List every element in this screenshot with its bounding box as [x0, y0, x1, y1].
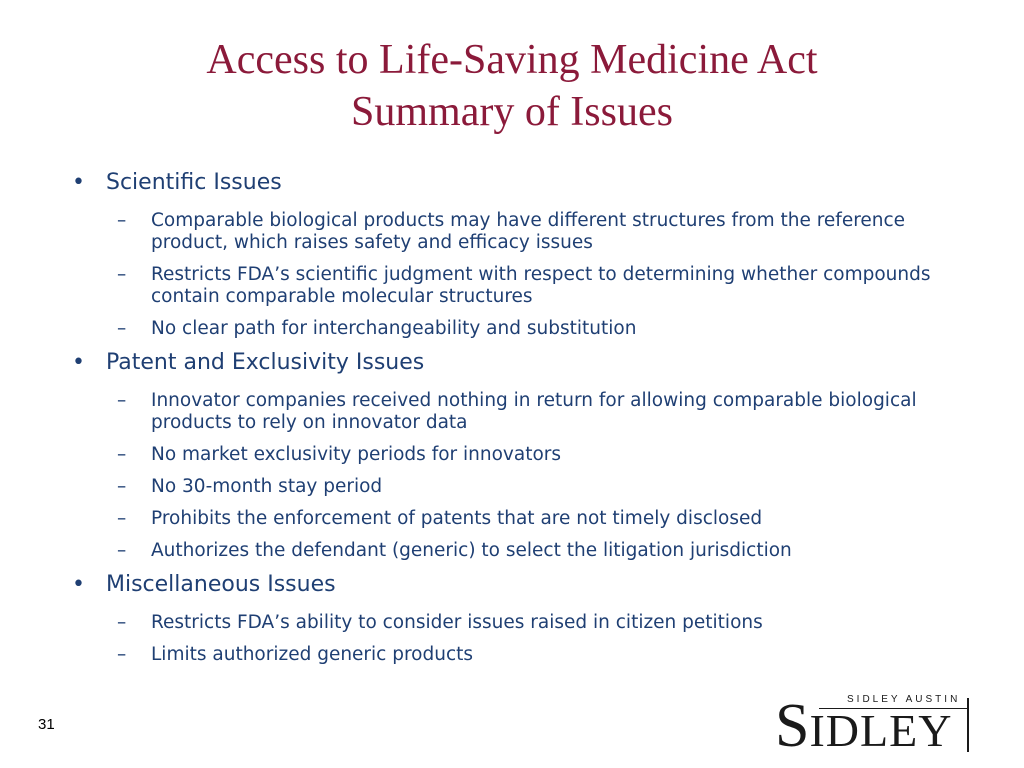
logo-firm-name: SIDLEY AUSTIN: [847, 694, 961, 705]
sub-bullet: [72, 476, 972, 498]
page-number: 31: [38, 716, 55, 733]
sub-bullet: [72, 540, 972, 562]
sub-bullet-list: [72, 390, 972, 562]
sidley-logo: [775, 692, 975, 760]
logo-rest: IDLEY: [809, 705, 953, 756]
bullet-icon: •: [72, 350, 85, 375]
sub-bullet: [72, 318, 972, 340]
sub-bullet: [72, 644, 972, 666]
sub-bullet: [72, 612, 972, 634]
section-scientific-issues: [72, 166, 972, 340]
section-heading: [72, 346, 972, 380]
title-line-1: Access to Life-Saving Medicine Act: [206, 37, 818, 83]
section-heading-text: Scientific Issues: [106, 170, 282, 195]
dash-icon: –: [117, 390, 127, 411]
sub-bullet: [72, 390, 972, 434]
dash-icon: –: [117, 540, 127, 561]
logo-vertical-bar: [967, 698, 969, 752]
section-heading-text: Patent and Exclusivity Issues: [106, 350, 425, 375]
sub-bullet-text: Comparable biological products may have different structures from the reference product, which raises safety and efficacy issues: [151, 210, 906, 253]
sub-bullet-text: Limits authorized generic products: [151, 644, 474, 665]
section-heading-text: Miscellaneous Issues: [106, 572, 336, 597]
sub-bullet-list: [72, 210, 972, 340]
section-patent-exclusivity-issues: [72, 346, 972, 562]
sub-bullet-list: [72, 612, 972, 666]
sub-bullet-text: No clear path for interchangeability and substitution: [151, 318, 637, 339]
sub-bullet: [72, 264, 972, 308]
dash-icon: –: [117, 508, 127, 529]
dash-icon: –: [117, 444, 127, 465]
sub-bullet-text: Restricts FDA’s ability to consider issues raised in citizen petitions: [151, 612, 763, 633]
sub-bullet: [72, 444, 972, 466]
bullet-icon: •: [72, 170, 85, 195]
logo-initial: S: [775, 692, 810, 760]
dash-icon: –: [117, 210, 127, 231]
dash-icon: –: [117, 476, 127, 497]
dash-icon: –: [117, 612, 127, 633]
section-heading: [72, 568, 972, 602]
sub-bullet-text: Restricts FDA’s scientific judgment with respect to determining whether compounds contain comparable molecular structures: [151, 264, 931, 307]
section-miscellaneous-issues: [72, 568, 972, 666]
dash-icon: –: [117, 318, 127, 339]
section-heading: [72, 166, 972, 200]
logo-wordmark: [775, 692, 953, 768]
sub-bullet-text: Innovator companies received nothing in return for allowing comparable biological products to rely on innovator data: [151, 390, 917, 433]
sub-bullet-text: No 30-month stay period: [151, 476, 383, 497]
bullet-content: [72, 160, 972, 666]
sub-bullet-text: Authorizes the defendant (generic) to select the litigation jurisdiction: [151, 540, 792, 561]
sub-bullet: [72, 210, 972, 254]
sub-bullet-text: No market exclusivity periods for innovators: [151, 444, 562, 465]
bullet-icon: •: [72, 572, 85, 597]
dash-icon: –: [117, 644, 127, 665]
slide-title: [0, 34, 1024, 138]
sub-bullet-text: Prohibits the enforcement of patents that are not timely disclosed: [151, 508, 763, 529]
title-line-2: Summary of Issues: [351, 89, 673, 135]
sub-bullet: [72, 508, 972, 530]
dash-icon: –: [117, 264, 127, 285]
